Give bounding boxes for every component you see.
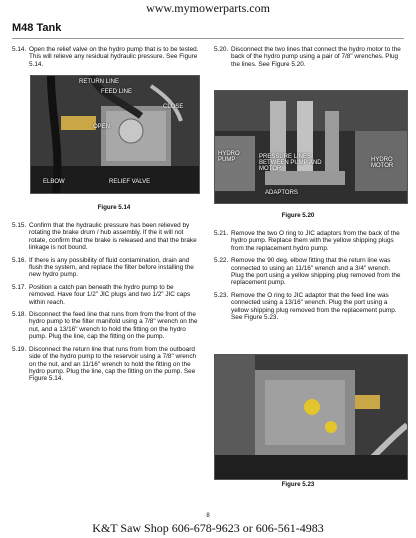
step-text: Remove the two O ring to JIC adaptors from the back of the hydro pump. Replace them with the yellow shipping plugs from the replacement hydro pump. bbox=[231, 230, 400, 252]
label-return-line: RETURN LINE bbox=[79, 79, 120, 85]
label-pressure-lines: PRESSURE LINES BETWEEN PUMP AND MOTOR bbox=[259, 154, 322, 172]
label-relief-valve: RELIEF VALVE bbox=[109, 179, 151, 185]
step-text: Confirm that the hydraulic pressure has been relieved by rotating the brake drum / hub assembly. If the it will not rotate, confirm that the brake is released and that the brake linkage is not bound. bbox=[29, 222, 197, 252]
step-number: 5.15. bbox=[12, 222, 27, 229]
figure-5-14-caption: Figure 5.14 bbox=[97, 204, 131, 211]
figure-5-23-photo bbox=[214, 354, 408, 480]
right-steps-top bbox=[214, 46, 404, 73]
label-elbow: ELBOW bbox=[43, 179, 65, 185]
left-steps-bottom bbox=[12, 222, 200, 388]
step-number: 5.22. bbox=[214, 257, 229, 265]
figure-5-14-photo bbox=[30, 75, 200, 194]
label-feed-line: FEED LINE bbox=[101, 89, 133, 95]
step-text: Disconnect the two lines that connect the hydro motor to the back of the hydro pump using a pair of 7/8" wrenches. Plug the lines. See Figure 5.20. bbox=[231, 46, 401, 68]
step-5-21 bbox=[214, 230, 404, 252]
label-hydro-motor: HYDRO MOTOR bbox=[371, 157, 394, 169]
left-steps-top bbox=[12, 46, 200, 73]
step-number: 5.21. bbox=[214, 230, 229, 237]
step-5-20 bbox=[214, 46, 404, 68]
label-open: OPEN bbox=[93, 124, 111, 130]
label-adaptors: ADAPTORS bbox=[265, 190, 298, 196]
step-text: If there is any possibility of fluid contamination, drain and flush the system, and replace the filter before installing the new hydro pump. bbox=[29, 256, 194, 279]
site-url[interactable]: www.mymowerparts.com bbox=[146, 1, 270, 15]
step-text: Remove the O ring to JIC adaptor that the feed line was connected using a 13/16" wrench. Plug the port using a yellow shipping plug removed from the replacement pump. See Figure 5.23. bbox=[231, 291, 397, 322]
page-number: 8 bbox=[206, 513, 210, 519]
step-text: Disconnect the return line that runs from from the outboard side of the hydro pump to the reservoir using a 7/8" wrench on the nut, and an 11/16" wrench to hold the fitting on the hydro pump. Plug the line, cap the fitting on the pump. See Figure 5.14. bbox=[29, 345, 197, 383]
label-hydro-pump: HYDRO PUMP bbox=[218, 151, 240, 163]
step-number: 5.18. bbox=[12, 311, 27, 319]
step-5-18 bbox=[12, 311, 200, 341]
step-number: 5.17. bbox=[12, 283, 27, 291]
label-close: CLOSE bbox=[163, 104, 184, 110]
right-steps-bottom bbox=[214, 230, 404, 326]
step-number: 5.20. bbox=[214, 46, 229, 53]
step-5-14 bbox=[12, 46, 200, 68]
step-5-19 bbox=[12, 346, 200, 383]
step-number: 5.14. bbox=[12, 46, 27, 53]
step-number: 5.19. bbox=[12, 345, 27, 353]
step-5-17 bbox=[12, 284, 200, 306]
step-text: Remove the 90 deg. elbow fitting that the return line was connected to using an 11/16" wrench and a 3/4" wrench. Plug the port using a yellow shipping plug removed from the replacement pump. bbox=[231, 257, 401, 287]
step-5-22 bbox=[214, 257, 404, 287]
step-text: Disconnect the feed line that runs from from the front of the hydro pump to the filter manifold using a 7/8" wrench on the nut, and a 13/16" wrench to hold the fitting on the hydro pump. Plug the line, cap the fitting on the pump. bbox=[29, 311, 198, 341]
footer-contact: K&T Saw Shop 606-678-9623 or 606-561-4983 bbox=[92, 521, 324, 535]
figure-5-20-caption: Figure 5.20 bbox=[281, 212, 315, 219]
step-5-16 bbox=[12, 257, 200, 279]
figure-5-20-photo bbox=[214, 90, 408, 204]
step-number: 5.23. bbox=[214, 291, 229, 299]
figure-5-23-caption: Figure 5.23 bbox=[281, 481, 315, 488]
step-text: Position a catch pan beneath the hydro pump to be removed. Have four 1/2" JIC plugs and two 1/2" JIC caps within reach. bbox=[29, 283, 191, 306]
page-title: M48 Tank bbox=[12, 22, 62, 34]
step-5-15 bbox=[12, 222, 200, 252]
step-text: Open the relief valve on the hydro pump that is to be tested. This will relieve any residual hydraulic pressure. See Figure 5.14. bbox=[29, 46, 199, 68]
step-5-23 bbox=[214, 292, 404, 322]
step-number: 5.16. bbox=[12, 256, 27, 264]
page-header bbox=[12, 18, 404, 39]
